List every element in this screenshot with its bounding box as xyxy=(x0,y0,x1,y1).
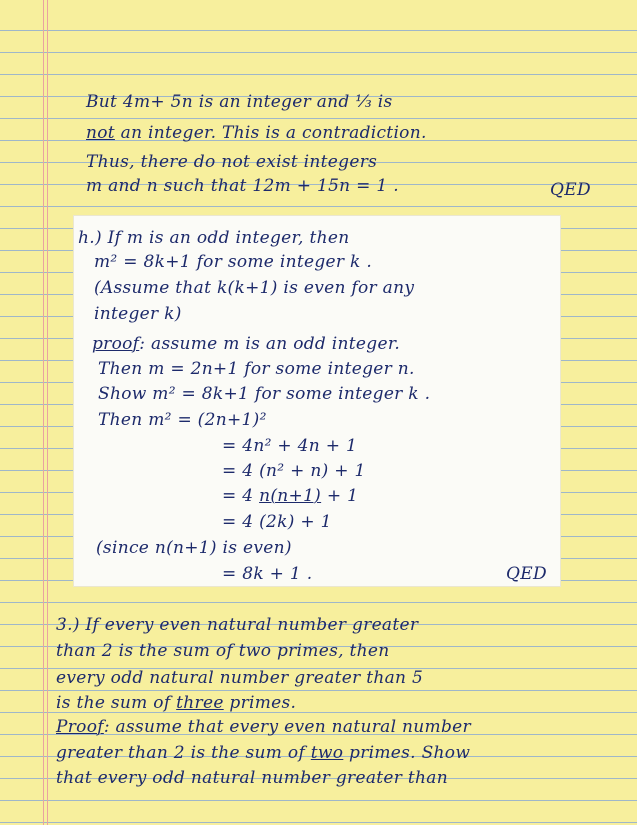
card-line-13: (since n(n+1) is even) xyxy=(96,538,292,558)
card-line-11-c: + 1 xyxy=(326,486,359,506)
card-line-9: = 4n² + 4n + 1 xyxy=(222,436,358,456)
n-n-plus-1-underlined: n(n+1) xyxy=(259,486,322,506)
card-line-6: Then m = 2n+1 for some integer n. xyxy=(98,359,415,379)
bottom-line-3: every odd natural number greater than 5 xyxy=(56,668,424,688)
bottom-line-4-a: is the sum of xyxy=(56,693,171,713)
card-line-4: integer k) xyxy=(94,304,182,324)
card-line-7: Show m² = 8k+1 for some integer k . xyxy=(98,384,431,404)
proof-card xyxy=(74,216,560,586)
bottom-line-6 xyxy=(56,743,470,763)
proof-label-2: Proof xyxy=(56,717,104,737)
three-underlined: three xyxy=(176,693,224,713)
bottom-line-5 xyxy=(56,717,471,737)
top-line-3: Thus, there do not exist integers xyxy=(86,152,378,172)
top-qed: QED xyxy=(550,180,591,200)
proof-label: proof xyxy=(92,334,140,354)
card-line-1: h.) If m is an odd integer, then xyxy=(78,228,350,248)
card-line-5 xyxy=(92,334,400,354)
top-line-2 xyxy=(86,123,427,143)
not-underlined: not xyxy=(86,123,115,143)
card-line-11 xyxy=(222,486,358,506)
bottom-line-1: 3.) If every even natural number greater xyxy=(56,615,419,635)
bottom-line-4 xyxy=(56,693,296,713)
top-line-2-rest: an integer. This is a contradiction. xyxy=(120,123,427,143)
card-line-14: = 8k + 1 . xyxy=(222,564,313,584)
bottom-line-7: that every odd natural number greater than xyxy=(56,768,448,788)
top-line-4: m and n such that 12m + 15n = 1 . xyxy=(86,176,399,196)
card-line-5-rest: : assume m is an odd integer. xyxy=(139,334,401,354)
bottom-line-6-a: greater than 2 is the sum of xyxy=(56,743,306,763)
card-line-12: = 4 (2k) + 1 xyxy=(222,512,332,532)
bottom-line-5-rest: : assume that every even natural number xyxy=(103,717,471,737)
two-underlined: two xyxy=(310,743,344,763)
card-line-3: (Assume that k(k+1) is even for any xyxy=(94,278,415,298)
bottom-line-6-c: primes. Show xyxy=(349,743,471,763)
bottom-line-2: than 2 is the sum of two primes, then xyxy=(56,641,390,661)
card-line-2: m² = 8k+1 for some integer k . xyxy=(94,252,373,272)
card-line-8: Then m² = (2n+1)² xyxy=(98,410,267,430)
top-line-1: But 4m+ 5n is an integer and ⅓ is xyxy=(86,92,393,112)
card-line-10: = 4 (n² + n) + 1 xyxy=(222,461,366,481)
card-line-11-a: = 4 xyxy=(222,486,254,506)
card-qed: QED xyxy=(506,564,547,584)
bottom-line-4-c: primes. xyxy=(229,693,297,713)
